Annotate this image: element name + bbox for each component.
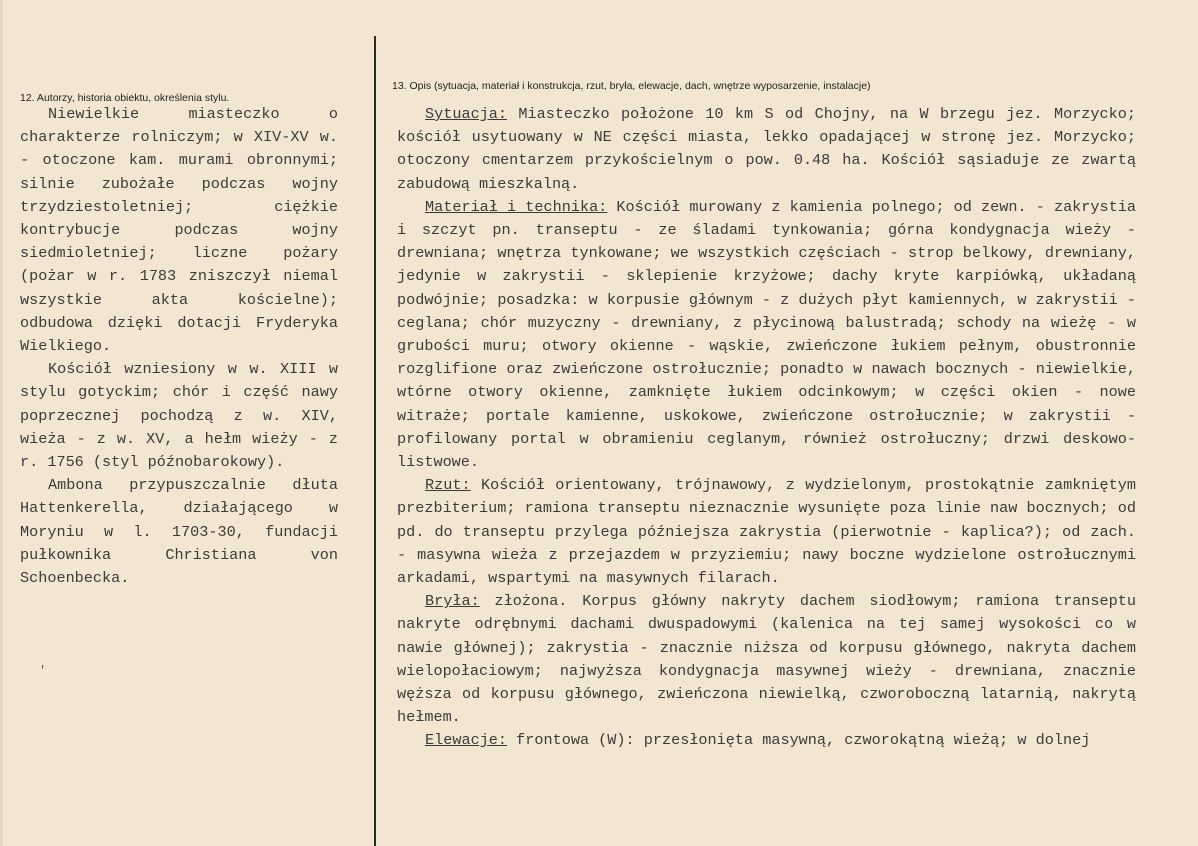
section-text: frontowa (W): przesłonięta masywną, czworokątną wieżą; w dolnej: [507, 731, 1091, 750]
section-text: Kościół murowany z kamienia polnego; od zewn. - zakrystia i szczyt pn. transeptu - ze śladami tynkowania; górna kondygnacja wieży - drewniana; wnętrza tynkowane; we wszystkich częściach - strop belkowy, drewniany, jedynie w zakrystii - sklepienie krzyżowe; dachy kryte karpiówką, układaną podwójnie; posadzka: w korpusie głównym - z dużych płyt kamiennych, w zakrystii - ceglana; chór muzyczny - drewniany, z płycinową balustradą; schody na wieżę - w grubości muru; otwory okienne - wąskie, zwieńczone łukiem pełnym, obustronnie rozglifione oraz zwieńczone ostrołucznie; ponadto w nawach bocznych - niewielkie, wtórne otwory okienne, zamknięte łukiem odcinkowym; w części okien - nowe witraże; portale kamienne, uskokowe, zwieńczone ostrołucznie; w zakrystii - profilowany portal w obramieniu ceglanym, również ostrołuczny; drzwi deskowo-listwowe.: [397, 197, 1136, 472]
section-13-heading: 13. Opis (sytuacja, materiał i konstrukcja, rzut, bryła, elewacje, dach, wnętrze wyposarzenie, instalacje): [392, 80, 871, 92]
section-12-heading: 12. Autorzy, historia obiektu, określenia stylu.: [20, 92, 230, 104]
history-paragraph-1: Niewielkie miasteczko o charakterze rolniczym; w XIV-XV w. - otoczone kam. murami obronnymi; silnie zubożałe podczas wojny trzydziestoletniej; ciężkie kontrybucje podczas wojny siedmioletniej; liczne pożary (pożar w r. 1783 zniszczył niemal wszystkie akta kościelne); odbudowa dzięki dotacji Fryderyka Wielkiego.: [20, 105, 338, 356]
section-text: Miasteczko położone 10 km S od Chojny, na W brzegu jez. Morzycko; kościół usytuowany w NE części miasta, lekko opadającej w stronę jez. Morzycko; otoczony cmentarzem przykościelnym o pow. 0.48 ha. Kościół sąsiaduje ze zwartą zabudową mieszkalną.: [397, 105, 1136, 193]
section-title: Elewacje:: [425, 731, 508, 750]
section-title: Materiał i technika:: [425, 197, 608, 216]
section-rzut: [397, 474, 1136, 590]
history-paragraph-3: Ambona przypuszczalnie dłuta Hattenkerella, działającego w Moryniu w l. 1703-30, fundacji pułkownika Christiana von Schoenbecka.: [20, 476, 338, 588]
section-title: Sytuacja:: [425, 105, 508, 123]
section-material: [397, 196, 1136, 474]
history-paragraph-2: Kościół wzniesiony w w. XIII w stylu gotyckim; chór i część nawy poprzecznej pochodzą z w. XIV, wieża - z w. XV, a hełm wieży - z r. 1756 (styl późnobarokowy).: [20, 360, 338, 472]
left-column: [20, 103, 338, 590]
section-sytuacja: [397, 103, 1136, 196]
section-elewacje: [397, 729, 1136, 752]
column-divider: [374, 36, 376, 846]
stray-mark: ': [39, 664, 47, 678]
section-title: Rzut:: [425, 476, 471, 495]
section-bryla: [397, 590, 1136, 729]
section-text: złożona. Korpus główny nakryty dachem siodłowym; ramiona transeptu nakryte odrębnymi dachami dwuspadowymi (kalenica na tej samej wysokości co w nawie głównej); zakrystia - znacznie niższa od korpusu głównego, nakryta dachem wielopołaciowym; najwyższa kondygnacja masywnej wieży - drewniana, znacznie węższa od korpusu głównego, zwieńczona niewielką, czworoboczną latarnią, nakrytą hełmem.: [397, 592, 1136, 727]
section-text: Kościół orientowany, trójnawowy, z wydzielonym, prostokątnie zamkniętym prezbiterium; ramiona transeptu nieznacznie wysunięte poza linie naw bocznych; od pd. do transeptu przylega późniejsza zakrystia (pierwotnie - kaplica?); od zach. - masywna wieża z przejazdem w przyziemiu; nawy boczne wydzielone ostrołucznymi arkadami, wspartymi na masywnych filarach.: [397, 476, 1136, 588]
right-column: [397, 103, 1136, 753]
section-title: Bryła:: [425, 592, 480, 611]
